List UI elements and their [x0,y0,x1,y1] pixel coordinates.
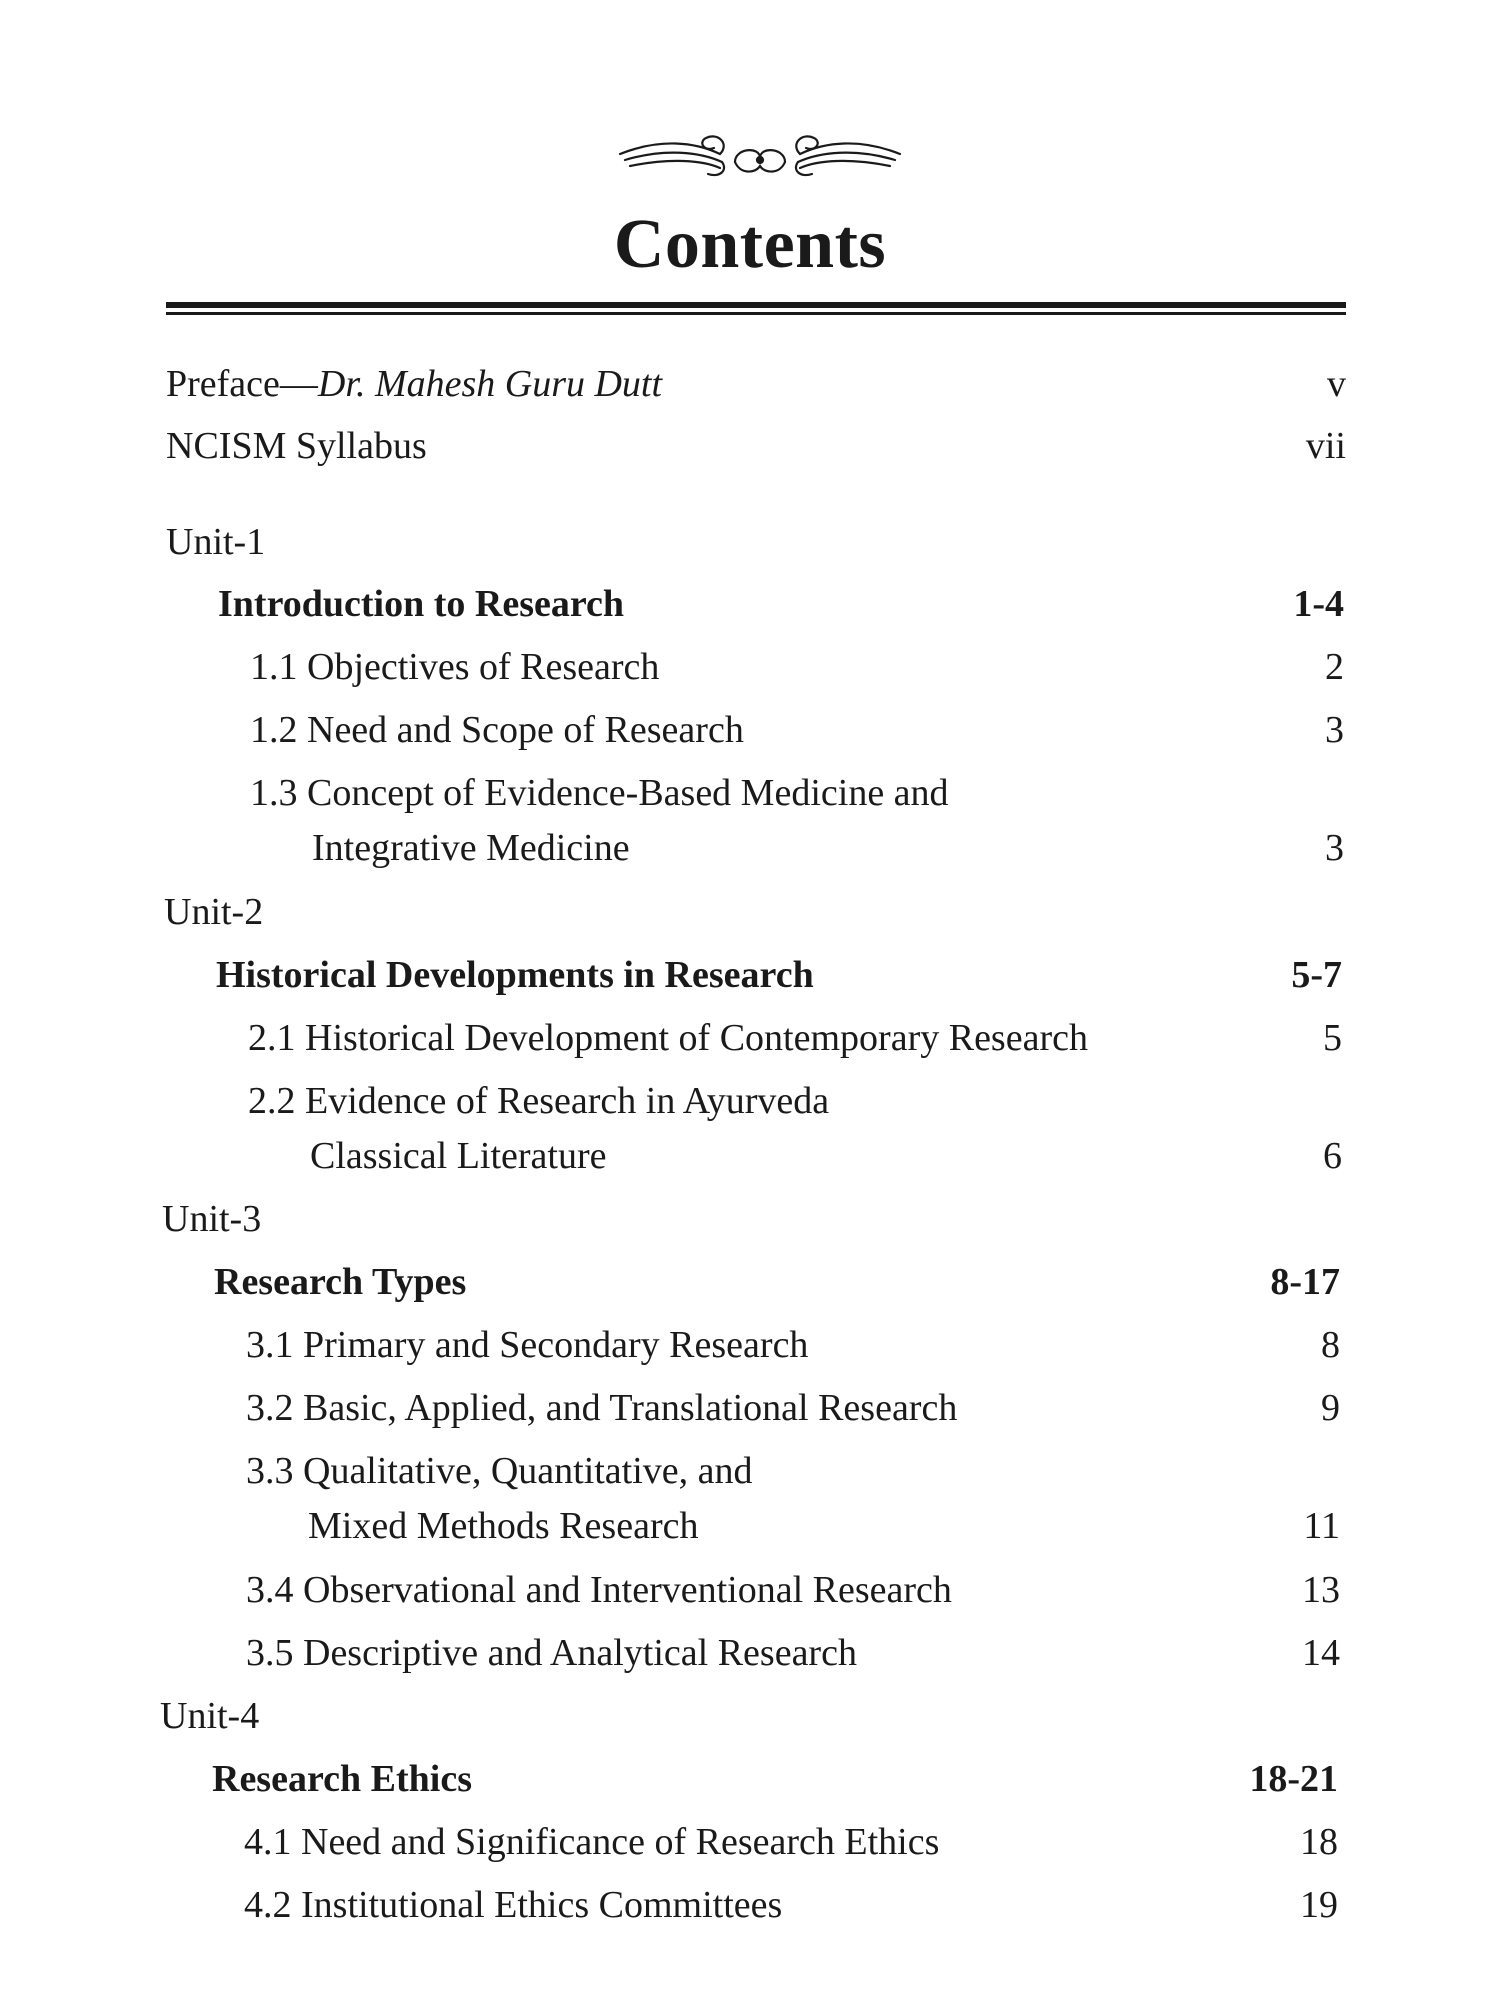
ncism-syllabus-page: vii [1305,425,1346,467]
entry-label: 3.5 Descriptive and Analytical Research [246,1632,857,1674]
unit-page-range: 18-21 [1249,1758,1338,1800]
entry-page: 19 [1300,1884,1338,1926]
entry-page: 14 [1302,1632,1340,1674]
entry-label: 2.2 Evidence of Research in Ayurveda [248,1080,830,1122]
entry-label: 1.2 Need and Scope of Research [250,709,744,751]
preface-label: Preface— [166,363,318,405]
entry-page: 5 [1323,1017,1342,1059]
entry-label-continued: Mixed Methods Research [308,1505,699,1547]
unit-title: Research Types [214,1261,467,1303]
entry-page: 3 [1325,827,1344,869]
unit-label: Unit-3 [162,1198,262,1240]
entry-page: 2 [1325,646,1344,688]
unit-title: Research Ethics [212,1758,472,1800]
entry-page: 3 [1325,709,1344,751]
entry-label: 3.3 Qualitative, Quantitative, and [246,1450,753,1492]
entry-label: 4.1 Need and Significance of Research Ethics [244,1821,940,1863]
entry-label-continued: Integrative Medicine [312,827,630,869]
preface-author: Dr. Mahesh Guru Dutt [317,363,663,405]
entry-label: 3.4 Observational and Interventional Research [246,1569,952,1611]
entry-page: 8 [1321,1324,1340,1366]
unit-label: Unit-4 [160,1695,260,1737]
entry-page: 18 [1300,1821,1338,1863]
page-title: Contents [613,206,887,283]
entry-page: 13 [1302,1569,1340,1611]
unit-title: Introduction to Research [218,583,625,625]
decorative-ornament-icon [610,118,910,188]
unit-label: Unit-1 [166,521,266,563]
ncism-syllabus-label: NCISM Syllabus [166,425,427,467]
preface-page: v [1327,363,1346,405]
entry-page: 6 [1323,1135,1342,1177]
title-rule-thin [166,312,1346,315]
entry-label: 1.3 Concept of Evidence-Based Medicine and [250,772,949,814]
entry-label: 4.2 Institutional Ethics Committees [244,1884,783,1926]
unit-page-range: 5-7 [1291,954,1342,996]
entry-page: 9 [1321,1387,1340,1429]
entry-label: 1.1 Objectives of Research [250,646,660,688]
entry-label-continued: Classical Literature [310,1135,607,1177]
unit-label: Unit-2 [164,891,264,933]
entry-label: 3.1 Primary and Secondary Research [246,1324,809,1366]
title-rule-thick [166,302,1346,308]
unit-title: Historical Developments in Research [216,954,814,996]
unit-page-range: 1-4 [1293,583,1344,625]
unit-page-range: 8-17 [1270,1261,1340,1303]
entry-page: 11 [1303,1505,1340,1547]
entry-label: 3.2 Basic, Applied, and Translational Research [246,1387,958,1429]
entry-label: 2.1 Historical Development of Contemporary Research [248,1017,1088,1059]
